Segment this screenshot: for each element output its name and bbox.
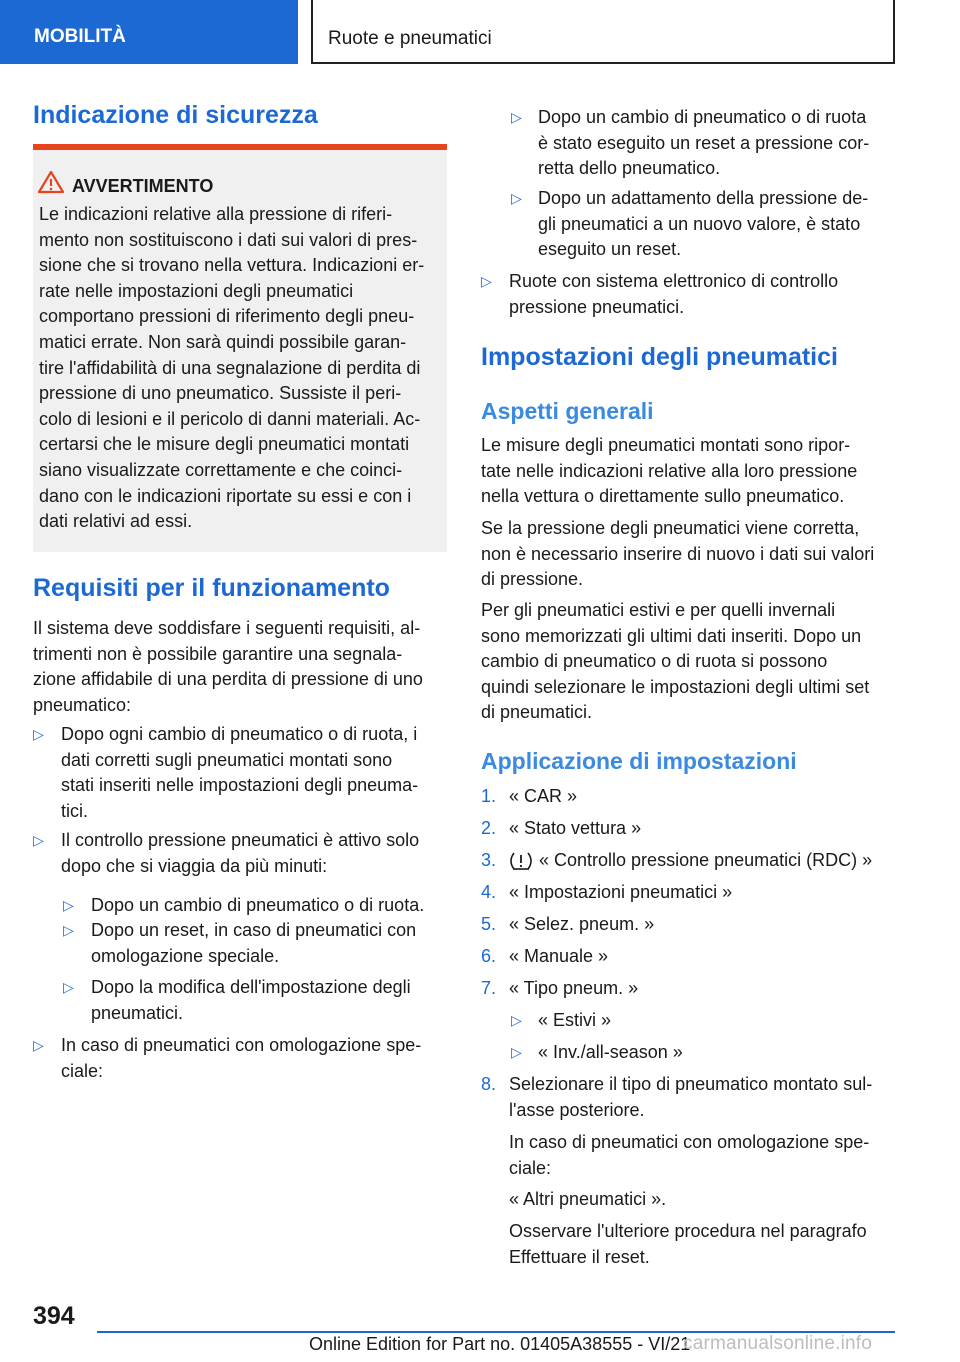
step-number: 4. (481, 882, 497, 902)
step8-paragraph-2: In caso di pneumatici con omologazione spe- ciale: (509, 1132, 870, 1178)
bullet-marker-icon: ▷ (481, 273, 492, 289)
tire-pressure-icon (509, 850, 533, 872)
step-number: 8. (481, 1074, 497, 1094)
general-title: Aspetti generali (481, 398, 654, 424)
watermark: carmanualsonline.info (683, 1333, 873, 1354)
general-paragraph-3: Per gli pneumatici estivi e per quelli invernali sono memorizzati gli ultimi dati inseriti. Dopo un cambio di pneumatico o di ruota si possono quindi selezionare le impostazioni degli ultimi set di pneumatici. (481, 600, 870, 723)
bullet-marker-icon: ▷ (63, 897, 74, 913)
step-text: « Stato vettura » (509, 818, 642, 838)
bullet-marker-icon: ▷ (63, 922, 74, 938)
warning-text: Le indicazioni relative alla pressione di riferi- mento non sostituiscono i dati sui valori di pres- sione che si trovano nella vettura. Indicazioni er- rate nelle impostazioni degli pneumatici comportano pressioni di riferimento degli pneu- matici errate. Non sarà quindi possibile garan- tire l'affidabilità di una segnalazione di perdita di pressione di uno pneumatico. Sussiste il peri- colo di lesioni e il pericolo di danni materiali. Ac- certarsi che le misure degli pneumatici montati siano visualizzate correttamente e che coinci- dano con le indicazioni riportate su essi e con i dati relativi ad essi. (39, 204, 425, 532)
step-text: « Tipo pneum. » (509, 978, 639, 998)
step-number: 5. (481, 914, 497, 934)
bullet-marker-icon: ▷ (33, 726, 44, 742)
safety-title: Indicazione di sicurezza (33, 101, 318, 129)
warning-box (33, 144, 447, 552)
step-text: « Manuale » (509, 946, 609, 966)
warning-label: AVVERTIMENTO (72, 176, 214, 196)
step-number: 6. (481, 946, 497, 966)
step-text: « CAR » (509, 786, 578, 806)
step-text: « Selez. pneum. » (509, 914, 655, 934)
step-number: 3. (481, 850, 497, 870)
bullet-marker-icon: ▷ (511, 109, 522, 125)
bullet-marker-icon: ▷ (33, 1037, 44, 1053)
general-paragraph-1: Le misure degli pneumatici montati sono ripor- tate nelle indicazioni relative alla loro pressione nella vettura o direttamente sullo pneumatico. (481, 435, 858, 507)
header-chapter-label: Ruote e pneumatici (328, 28, 492, 49)
bullet-marker-icon: ▷ (511, 190, 522, 206)
bullet-marker-icon: ▷ (511, 1012, 522, 1028)
step8-paragraph-3: « Altri pneumatici ». (509, 1189, 667, 1209)
bullet-marker-icon: ▷ (63, 979, 74, 995)
apply-title: Applicazione di impostazioni (481, 748, 797, 774)
header-section-tab (0, 0, 298, 64)
bullet-marker-icon: ▷ (33, 832, 44, 848)
step-number: 2. (481, 818, 497, 838)
requirements-title: Requisiti per il funzionamento (33, 574, 390, 602)
step-number: 1. (481, 786, 497, 806)
header-chapter-tab (311, 0, 895, 64)
header-section-label: MOBILITÀ (34, 26, 126, 47)
step-text: « Controllo pressione pneumatici (RDC) » (539, 850, 873, 870)
step-number: 7. (481, 978, 497, 998)
footer-edition: Online Edition for Part no. 01405A38555 - VI/21 (309, 1334, 691, 1354)
requirements-intro: Il sistema deve soddisfare i seguenti requisiti, al- trimenti non è possibile garantire una segnala- zione affidabile di una perdita di pressione di uno pneumatico: (33, 618, 423, 715)
page-number: 394 (33, 1302, 75, 1330)
settings-title: Impostazioni degli pneumatici (481, 343, 838, 371)
general-paragraph-2: Se la pressione degli pneumatici viene corretta, non è necessario inserire di nuovo i dati sui valori di pressione. (481, 518, 875, 590)
bullet-marker-icon: ▷ (511, 1044, 522, 1060)
step8-paragraph-4: Osservare l'ulteriore procedura nel paragrafo Effettuare il reset. (509, 1221, 867, 1267)
warning-triangle-icon (37, 170, 65, 194)
step-text: « Impostazioni pneumatici » (509, 882, 733, 902)
